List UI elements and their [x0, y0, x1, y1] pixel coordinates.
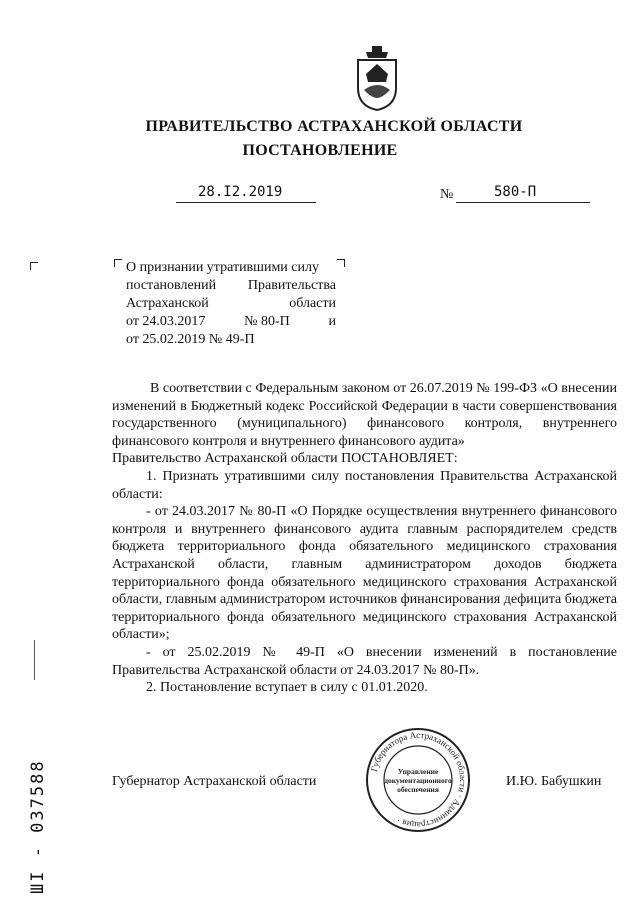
- subject-block: [126, 259, 336, 349]
- document-body: [112, 380, 617, 697]
- subject-word: и: [328, 314, 336, 329]
- corner-mark-subject-right: [337, 259, 345, 267]
- subject-word: № 80-П: [244, 314, 290, 329]
- subject-line: [126, 277, 336, 295]
- corner-mark-subject-left: [114, 259, 122, 267]
- margin-tick: [34, 640, 35, 680]
- svg-text:Губернатора Астраханской облас: Губернатора Астраханской области · Администрация ·: [368, 729, 469, 831]
- subject-line: [126, 313, 336, 331]
- document-number: 580-П: [494, 184, 537, 200]
- date-underline: [176, 202, 316, 203]
- signatory-position: Губернатор Астраханской области: [112, 774, 317, 789]
- official-seal-stamp: [364, 726, 472, 834]
- serial-number-text: ШI - 037588: [28, 759, 48, 894]
- paragraph-item-2: 2. Постановление вступает в силу с 01.01.2020.: [146, 680, 428, 696]
- subject-line: от 25.02.2019 № 49-П: [126, 332, 255, 347]
- subject-line: [126, 295, 336, 313]
- number-label: №: [440, 187, 454, 202]
- form-serial-number: [26, 738, 50, 898]
- corner-mark-left: [30, 262, 38, 270]
- document-type: ПОСТАНОВЛЕНИЕ: [242, 142, 398, 159]
- paragraph-item-1: 1. Признать утратившими силу постановления Правительства Астраханской области:: [112, 468, 617, 502]
- subject-word: области: [289, 296, 336, 311]
- subject-word: Правительства: [247, 278, 336, 293]
- paragraph-item-1b: - от 25.02.2019 № 49-П «О внесении изменений в постановление Правительства Астраханской области от 24.03.2017 № 80-П».: [112, 644, 617, 678]
- number-underline: [456, 202, 590, 203]
- paragraph-item-1a: - от 24.03.2017 № 80-П «О Порядке осуществления внутреннего финансового контроля и внутреннего финансового аудита главным распорядителем средств бюджета территориального фонда обязательного медицинского страхования Астраханской области, главным администратором доходов бюджета территориального фонда обязательного медицинского страхования Астраханской области, главным администратором источников финансирования дефицита бюджета территориального фонда обязательного медицинского страхования Астраханской области»;: [112, 504, 617, 643]
- subject-word: от 24.03.2017: [126, 314, 206, 329]
- authority-title: ПРАВИТЕЛЬСТВО АСТРАХАНСКОЙ ОБЛАСТИ: [145, 118, 523, 135]
- svg-text:документационного: документационного: [384, 776, 452, 785]
- subject-line: О признании утратившими силу: [126, 260, 319, 275]
- paragraph-preamble: В соответствии с Федеральным законом от 26.07.2019 № 199-ФЗ «О внесении изменений в Бюджетный кодекс Российской Федерации в части совершенствования государственного (муниципального) финансового контроля, внутреннего финансового контроля и внутреннего финансового аудита»: [112, 381, 617, 449]
- coat-of-arms-emblem: [352, 44, 402, 112]
- subject-word: Астраханской: [126, 296, 209, 311]
- svg-text:Управление: Управление: [397, 767, 439, 776]
- svg-text:обеспечения: обеспечения: [397, 785, 439, 794]
- paragraph-resolves: Правительство Астраханской области ПОСТАНОВЛЯЕТ:: [112, 451, 458, 467]
- subject-word: постановлений: [126, 278, 217, 293]
- document-date: 28.I2.2019: [198, 184, 283, 200]
- signatory-name: И.Ю. Бабушкин: [506, 774, 602, 789]
